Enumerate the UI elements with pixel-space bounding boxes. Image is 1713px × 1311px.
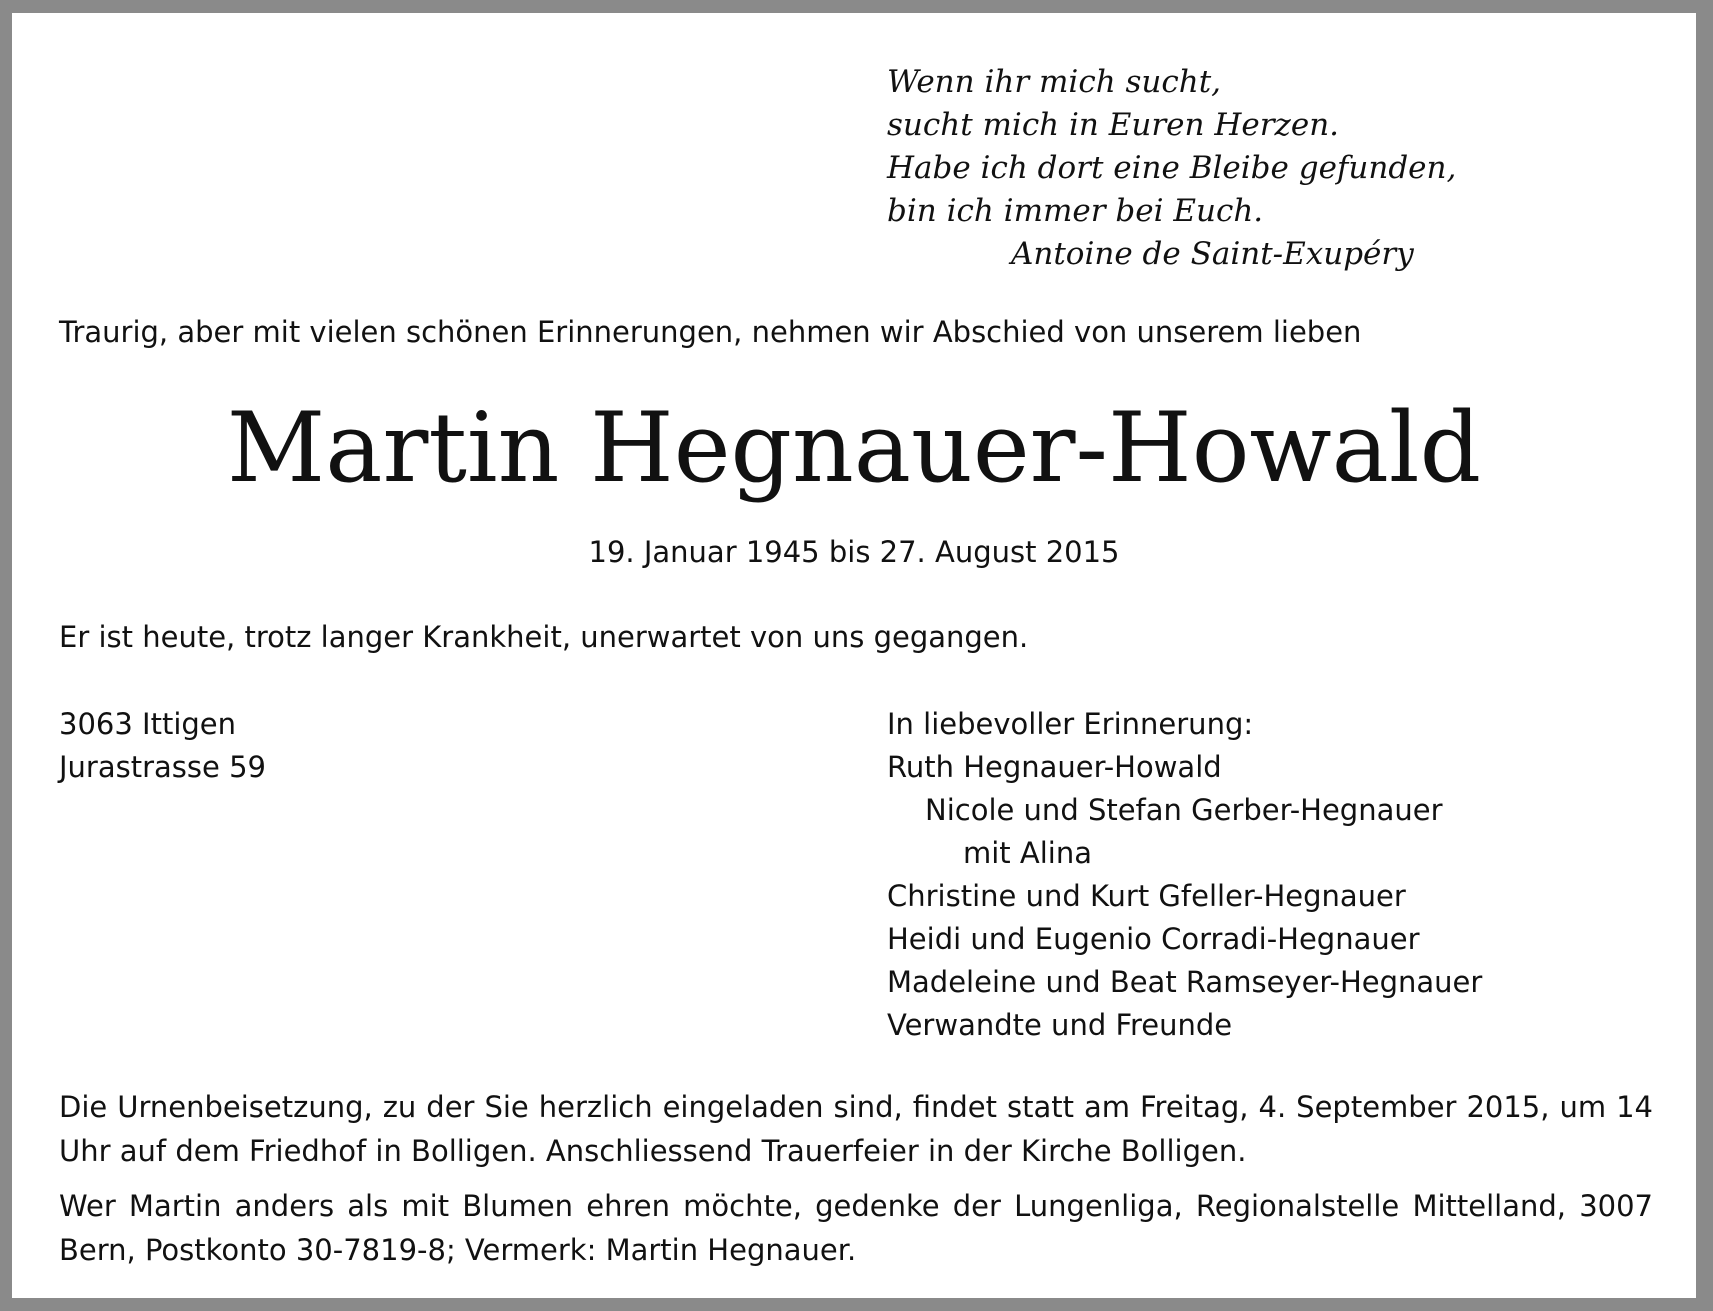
mourners-list: [887, 703, 1482, 1047]
address-block: [59, 703, 266, 789]
mourners-heading: In liebevoller Erinnerung:: [887, 707, 1254, 741]
poem-quote: [887, 61, 1456, 276]
address-street: Jurastrasse 59: [59, 750, 266, 784]
mourner-name: Madeleine und Beat Ramseyer-Hegnauer: [887, 965, 1483, 999]
poem-line: Habe ich dort eine Bleibe gefunden,: [887, 150, 1457, 186]
life-dates: 19. Januar 1945 bis 27. August 2015: [588, 535, 1120, 569]
poem-author: Antoine de Saint-Exupéry: [1011, 236, 1414, 272]
poem-line: sucht mich in Euren Herzen.: [887, 107, 1340, 143]
mourner-name: Heidi und Eugenio Corradi-Hegnauer: [887, 922, 1420, 956]
mourner-name: Ruth Hegnauer-Howald: [887, 750, 1222, 784]
poem-line: bin ich immer bei Euch.: [887, 193, 1264, 229]
passing-note: Er ist heute, trotz langer Krankheit, unerwartet von uns gegangen.: [59, 620, 1029, 654]
address-city: 3063 Ittigen: [59, 707, 237, 741]
ceremony-paragraph: Die Urnenbeisetzung, zu der Sie herzlich eingeladen sind, findet statt am Freitag, 4. September 2015, um 14 Uhr auf dem Friedhof in Bolligen. Anschliessend Trauerfeier in der Kirche Bolligen.: [59, 1090, 1653, 1168]
mourner-name: Verwandte und Freunde: [887, 1008, 1233, 1042]
poem-line: Wenn ihr mich sucht,: [887, 64, 1222, 100]
intro-text: Traurig, aber mit vielen schönen Erinnerungen, nehmen wir Abschied von unserem lieben: [59, 315, 1362, 349]
obituary-card: [12, 13, 1696, 1298]
donation-paragraph: Wer Martin anders als mit Blumen ehren möchte, gedenke der Lungenliga, Regionalstelle Mittelland, 3007 Bern, Postkonto 30-7819-8; Vermerk: Martin Hegnauer.: [59, 1189, 1653, 1267]
mourner-name: Christine und Kurt Gfeller-Hegnauer: [887, 879, 1406, 913]
mourner-name: mit Alina: [963, 836, 1092, 870]
mourner-name: Nicole und Stefan Gerber-Hegnauer: [925, 793, 1443, 827]
deceased-name: Martin Hegnauer-Howald: [226, 392, 1482, 504]
